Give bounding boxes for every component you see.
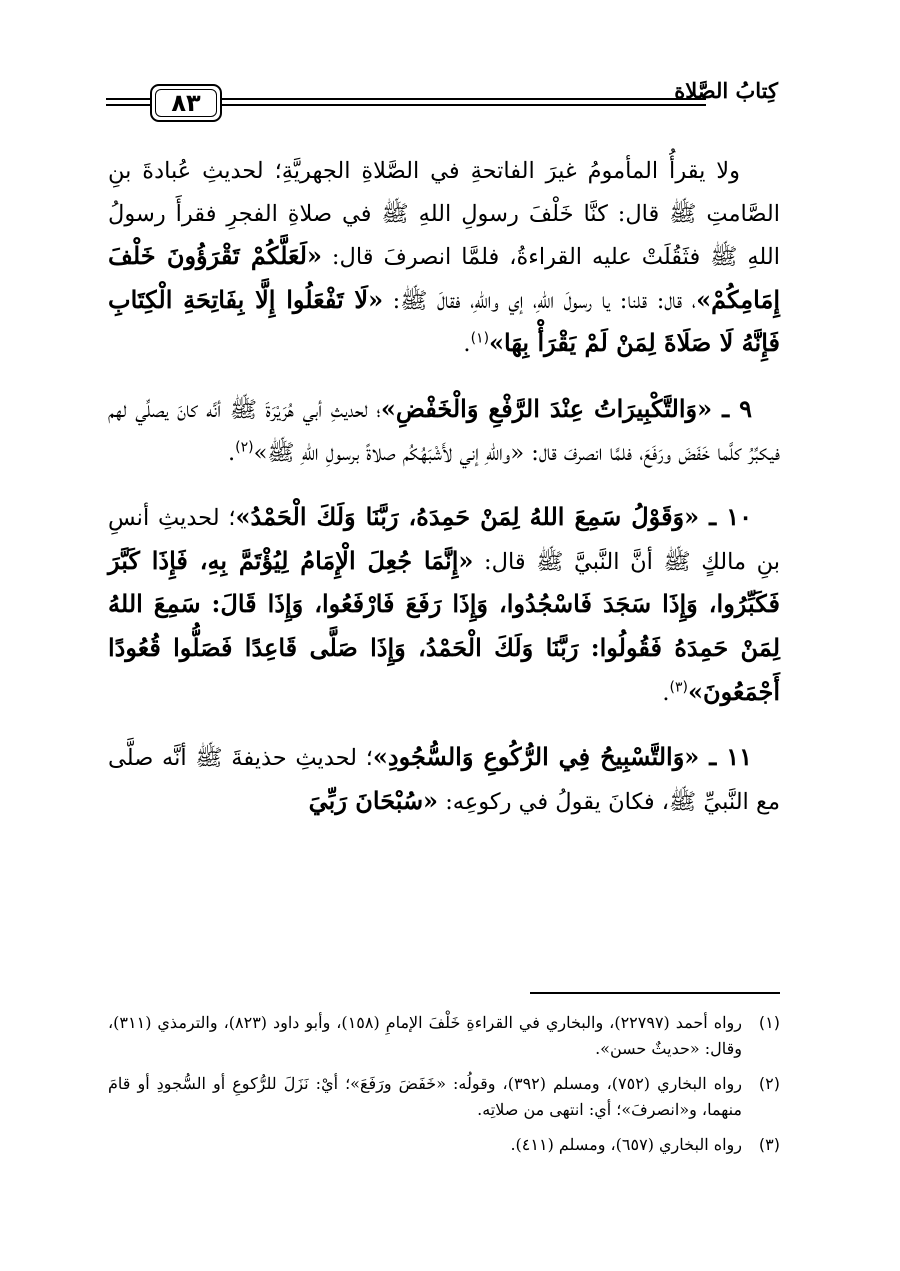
section-heading: ٩ ـ «وَالتَّكْبِيرَاتُ عِنْدَ الرَّفْعِ وَالْخَفْضِ»: [380, 393, 752, 423]
footnote-text: رواه أحمد (٢٢٧٩٧)، والبخاري في القراءةِ خَلْفَ الإمامِ (١٥٨)، وأبو داود (٨٢٣)، والترمذي (٣١١)، وقال: «حديثٌ حسن».: [108, 1013, 743, 1058]
hadith-quote: «لَا تَفْعَلُوا إِلَّا بِفَاتِحَةِ الْكِتَابِ فَإِنَّهُ لَا صَلَاةَ لِمَنْ لَمْ يَقْرَأْ بِهَا»: [108, 284, 780, 358]
page-number: ٨٣: [171, 89, 201, 117]
section-heading: ١١ ـ «وَالتَّسْبِيحُ فِي الرُّكُوعِ وَالسُّجُودِ»: [372, 742, 752, 772]
main-text: [108, 150, 780, 845]
footnote-ref: (٣): [669, 679, 689, 696]
footnote-text: رواه البخاري (٧٥٢)، ومسلم (٣٩٢)، وقولُه: «خَفَضَ ورَفَعَ»؛ أيْ: نَزَلَ للرُّكوعِ أو السُّجودِ أو قامَ منهما، و«انصرفَ»؛ أي: انتهى من صلاتِه.: [108, 1074, 742, 1119]
text-run: ؛ لحديثِ حذيفةَ ﷺ أنَّه صلَّى مع النَّبيِّ ﷺ، فكانَ يقولُ في ركوعِه:: [108, 745, 780, 815]
page-header: [106, 72, 778, 130]
book-title: كِتابُ الصَّلاة: [674, 78, 778, 103]
paragraph-section-10: [108, 496, 780, 714]
text-run: .: [662, 679, 670, 706]
footnote-2: [108, 1071, 780, 1123]
paragraph-reading: [108, 150, 780, 366]
section-heading: ١٠ ـ «وَقَوْلُ سَمِعَ اللهُ لِمَنْ حَمِدَهُ، رَبَّنَا وَلَكَ الْحَمْدُ»: [235, 502, 753, 532]
text-run: .: [228, 439, 236, 466]
footnote-number: (٣): [758, 1135, 780, 1154]
footnote-ref: (١): [470, 330, 490, 347]
text-run: ؛ لحديثِ أنسِ بنِ مالكٍ ﷺ أنَّ النَّبيَّ ﷺ قال:: [108, 505, 781, 575]
text-run: .: [463, 331, 471, 358]
footnote-separator: [530, 992, 780, 994]
footnotes: [108, 1010, 780, 1167]
footnote-text: رواه البخاري (٦٥٧)، ومسلم (٤١١).: [510, 1135, 742, 1154]
paragraph-section-9: [108, 388, 780, 474]
text-run: ؛ لحديثِ أبي هُرَيْرَةَ ﷺ أنَّه كانَ يصلِّي لهم فيكبِّرُ كلَّما خَفَضَ ورَفَعَ، فلمَّا انصرفَ قال: «واللهِ إني لأَشْبَهُكُم صلاةً برسولِ اللهِ ﷺ»: [108, 396, 780, 466]
footnote-ref: (٢): [235, 439, 254, 456]
footnote-3: [108, 1132, 780, 1158]
text-run: ، قال: قلنا: يا رسولَ اللهِ، إي واللهِ، فقالَ ﷺ:: [383, 287, 697, 314]
page-number-frame: [150, 84, 222, 122]
text-run: ولا يقرأُ المأمومُ غيرَ الفاتحةِ في الصَّلاةِ الجهريَّةِ؛ لحديثِ عُبادةَ بنِ الصَّامتِ ﷺ قال: كنَّا خَلْفَ رسولِ اللهِ ﷺ في صلاةِ الفجرِ فقرأَ رسولُ اللهِ ﷺ فثَقُلَتْ عليه القراءةُ، فلمَّا انصرفَ قال:: [108, 158, 780, 271]
footnote-number: (١): [758, 1013, 780, 1032]
hadith-quote: «لَعَلَّكُمْ تَقْرَؤُونَ خَلْفَ إِمَامِكُمْ»: [108, 241, 780, 314]
footnote-number: (٢): [758, 1074, 780, 1093]
hadith-quote: «إِنَّمَا جُعِلَ الْإِمَامُ لِيُؤْتَمَّ بِهِ، فَإِذَا كَبَّرَ فَكَبِّرُوا، وَإِذَا سَجَدَ فَاسْجُدُوا، وَإِذَا رَفَعَ فَارْفَعُوا، وَإِذَا قَالَ: سَمِعَ اللهُ لِمَنْ حَمِدَهُ فَقُولُوا: رَبَّنَا وَلَكَ الْحَمْدُ، وَإِذَا صَلَّى قَاعِدًا فَصَلُّوا قُعُودًا أَجْمَعُونَ»: [108, 545, 780, 706]
hadith-quote: «سُبْحَانَ رَبِّيَ: [308, 785, 439, 815]
paragraph-section-11: [108, 736, 780, 823]
footnote-1: [108, 1010, 780, 1062]
